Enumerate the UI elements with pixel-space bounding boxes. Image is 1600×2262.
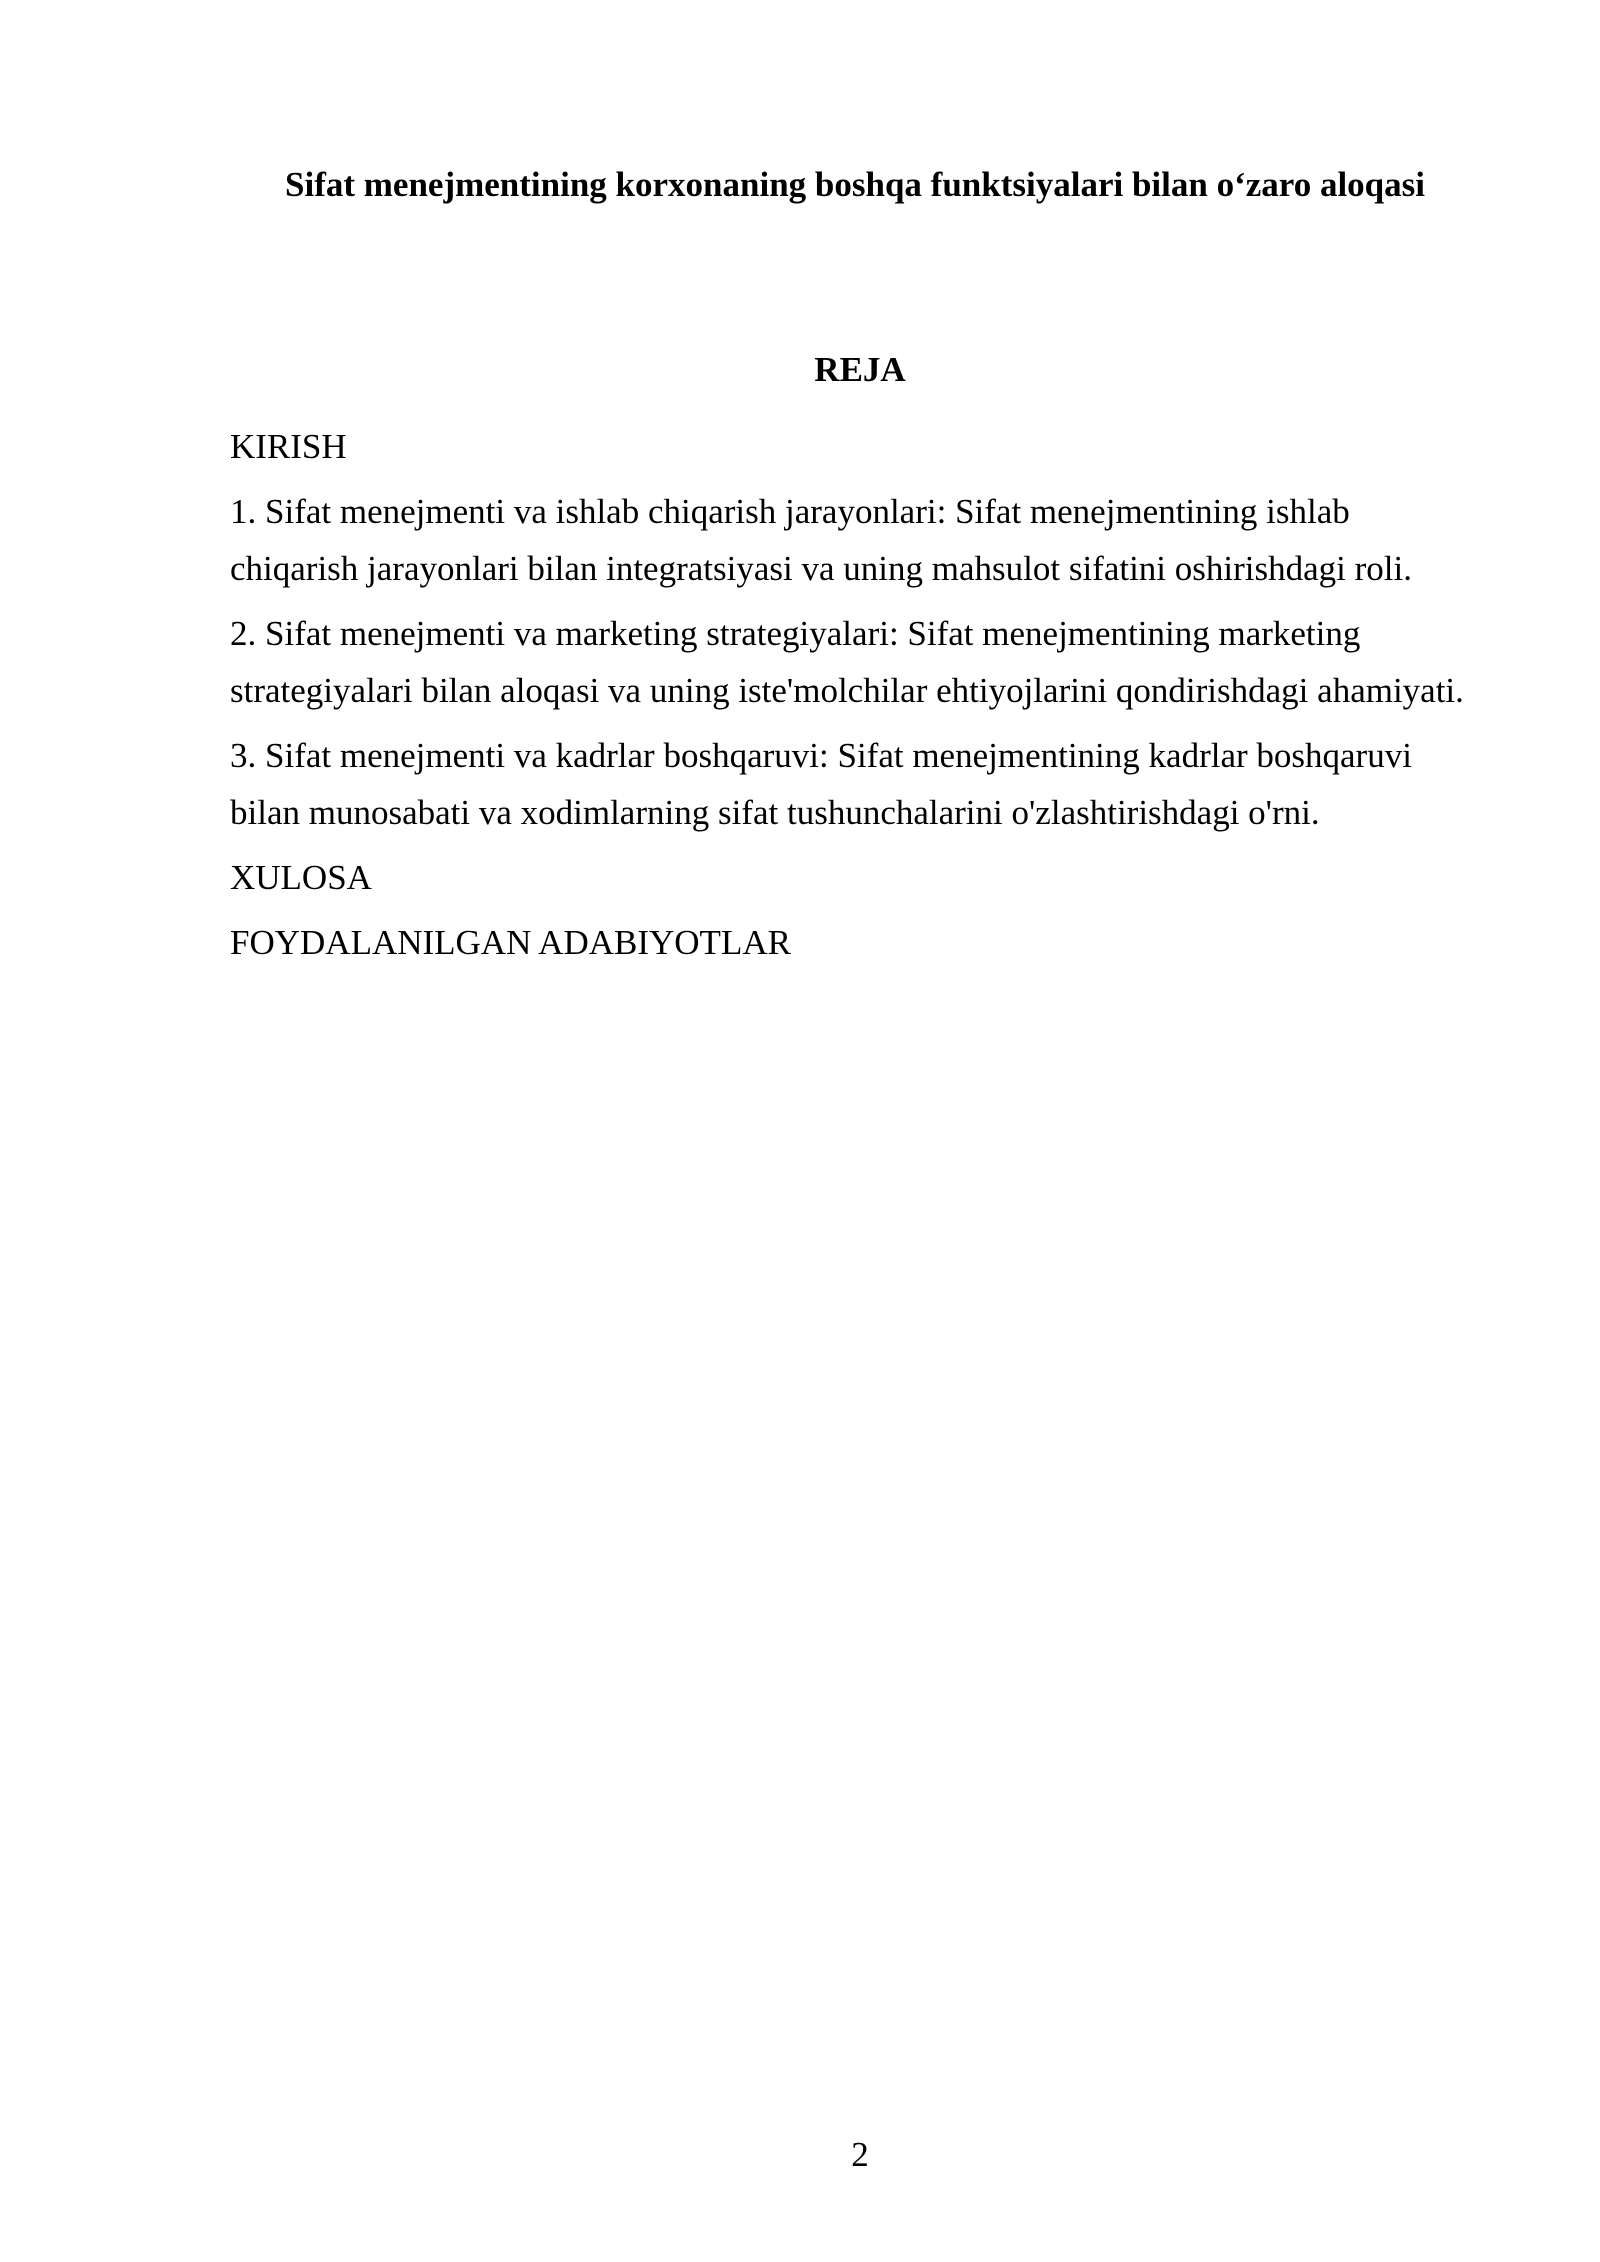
plan-item-1: 1. Sifat menejmenti va ishlab chiqarish jarayonlari: Sifat menejmentining ishlab chiqarish jarayonlari bilan integratsiyasi va uning mahsulot sifatini oshirishdagi roli.: [230, 492, 1412, 588]
document-title: Sifat menejmentining korxonaning boshqa funktsiyalari bilan o‘zaro aloqasi: [285, 165, 1425, 204]
plan-item-references: FOYDALANILGAN ADABIYOTLAR: [230, 923, 791, 962]
plan-item-2: 2. Sifat menejmenti va marketing strategiyalari: Sifat menejmentining marketing strategiyalari bilan aloqasi va uning iste'molchilar ehtiyojlarini qondirishdagi ahamiyati.: [230, 614, 1464, 710]
plan-item-3: 3. Sifat menejmenti va kadrlar boshqaruvi: Sifat menejmentining kadrlar boshqaruvi bilan munosabati va xodimlarning sifat tushunchalarini o'zlashtirishdagi o'rni.: [230, 736, 1412, 832]
plan-list: [230, 418, 1470, 979]
page-number: 2: [851, 2135, 869, 2174]
plan-item-introduction: KIRISH: [230, 427, 347, 466]
plan-heading: REJA: [814, 350, 906, 389]
plan-item-conclusion: XULOSA: [230, 858, 372, 897]
